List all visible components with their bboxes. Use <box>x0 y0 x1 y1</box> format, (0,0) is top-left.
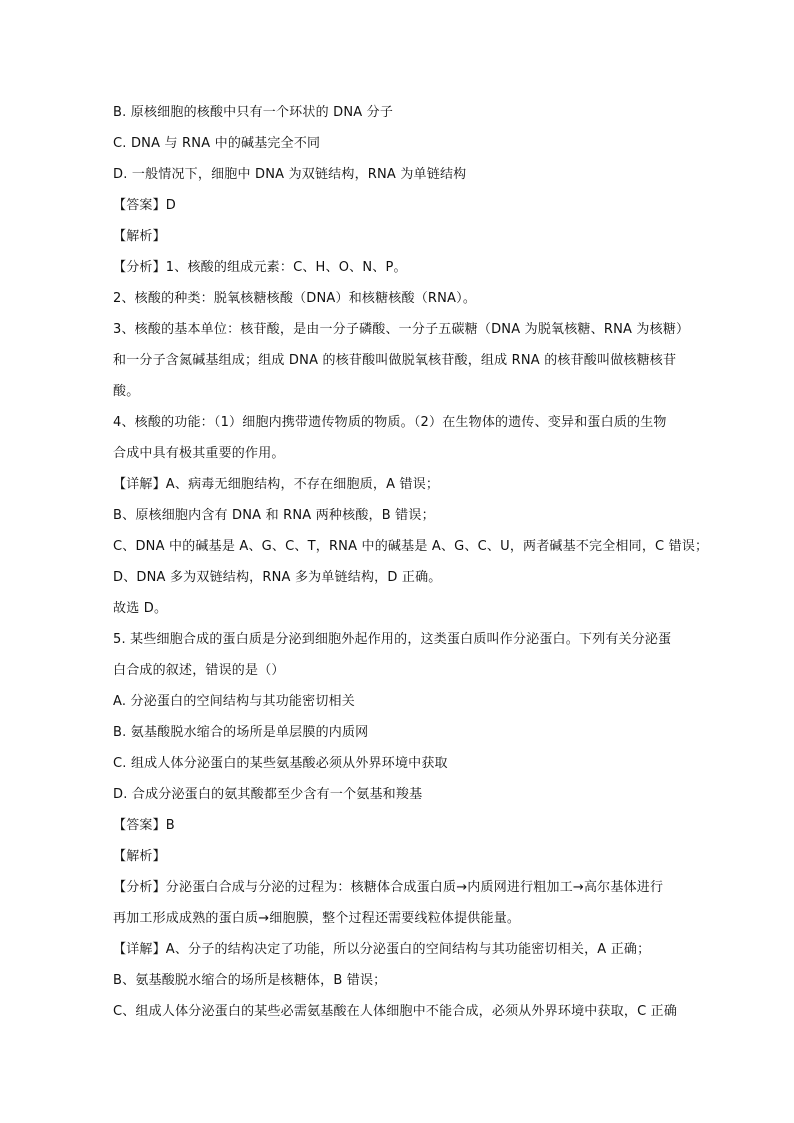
explanation-line: B、原核细胞内含有 DNA 和 RNA 两种核酸，B 错误； <box>113 508 435 523</box>
conclusion-line: 故选 D。 <box>113 601 168 616</box>
question-stem-line: 白合成的叙述，错误的是（） <box>113 663 285 678</box>
analysis-line: 2、核酸的种类：脱氧核糖核酸（DNA）和核糖核酸（RNA）。 <box>113 291 477 306</box>
analysis-line: 酸。 <box>113 384 140 399</box>
option-a-line: A. 分泌蛋白的空间结构与其功能密切相关 <box>113 694 355 709</box>
explanation-line: C、DNA 中的碱基是 A、G、C、T，RNA 中的碱基是 A、G、C、U，两者碱基不完全相同，C 错误； <box>113 539 709 554</box>
question-stem-line: 5. 某些细胞合成的蛋白质是分泌到细胞外起作用的，这类蛋白质叫作分泌蛋白。下列有关分泌蛋 <box>113 632 672 647</box>
option-b-line: B. 氨基酸脱水缩合的场所是单层膜的内质网 <box>113 725 369 740</box>
analysis-line: 4、核酸的功能：（1）细胞内携带遗传物质的物质。（2）在生物体的遗传、变异和蛋白质的生物 <box>113 415 667 430</box>
option-d-line: D. 一般情况下，细胞中 DNA 为双链结构，RNA 为单链结构 <box>113 167 467 182</box>
analysis-line: 和一分子含氮碱基组成；组成 DNA 的核苷酸叫做脱氧核苷酸，组成 RNA 的核苷酸叫做核糖核苷 <box>113 353 677 368</box>
explanation-line: B、氨基酸脱水缩合的场所是核糖体，B 错误； <box>113 973 387 988</box>
analysis-heading: 【解析】 <box>113 229 166 244</box>
analysis-line: 【分析】1、核酸的组成元素：C、H、O、N、P。 <box>113 260 407 275</box>
option-b-line: B. 原核细胞的核酸中只有一个环状的 DNA 分子 <box>113 105 394 120</box>
option-c-line: C. DNA 与 RNA 中的碱基完全不同 <box>113 136 321 151</box>
explanation-line: 【详解】A、病毒无细胞结构，不存在细胞质，A 错误； <box>113 477 440 492</box>
option-d-line: D. 合成分泌蛋白的氨其酸都至少含有一个氨基和羧基 <box>113 787 423 802</box>
explanation-line: D、DNA 多为双链结构，RNA 多为单链结构，D 正确。 <box>113 570 442 585</box>
analysis-line: 合成中具有极其重要的作用。 <box>113 446 285 461</box>
analysis-line: 3、核酸的基本单位：核苷酸，是由一分子磷酸、一分子五碳糖（DNA 为脱氧核糖、RNA 为核糖） <box>113 322 690 337</box>
analysis-heading: 【解析】 <box>113 849 166 864</box>
answer-line: 【答案】B <box>113 818 175 833</box>
analysis-line: 【分析】分泌蛋白合成与分泌的过程为：核糖体合成蛋白质→内质网进行粗加工→高尔基体进行 <box>113 880 664 895</box>
explanation-line: C、组成人体分泌蛋白的某些必需氨基酸在人体细胞中不能合成，必须从外界环境中获取，C 正确 <box>113 1004 678 1019</box>
explanation-line: 【详解】A、分子的结构决定了功能，所以分泌蛋白的空间结构与其功能密切相关，A 正确； <box>113 942 651 957</box>
answer-line: 【答案】D <box>113 198 177 213</box>
analysis-line: 再加工形成成熟的蛋白质→细胞膜，整个过程还需要线粒体提供能量。 <box>113 911 521 926</box>
option-c-line: C. 组成人体分泌蛋白的某些氨基酸必须从外界环境中获取 <box>113 756 448 771</box>
